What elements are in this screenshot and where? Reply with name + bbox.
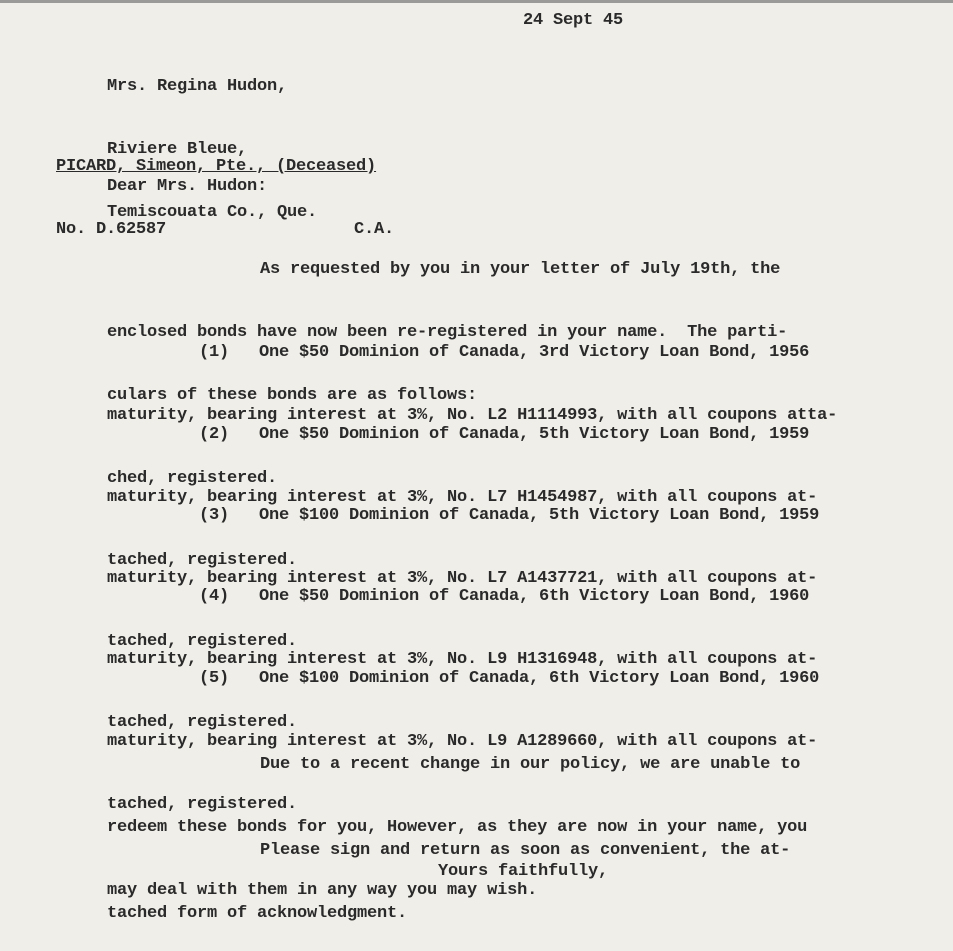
page-top-edge xyxy=(0,0,953,3)
paragraph-line: Due to a recent change in our policy, we are unable to xyxy=(260,755,801,774)
paragraph-line: Please sign and return as soon as convenient, the at- xyxy=(260,841,791,860)
paragraph-line: tached form of acknowledgment. xyxy=(107,904,408,923)
paragraph-line: maturity, bearing interest at 3%, No. L2 H1114993, with all coupons atta- xyxy=(107,406,838,425)
paragraph-line: tached, registered. xyxy=(107,795,298,814)
paragraph-line: tached, registered. xyxy=(107,713,298,732)
paragraph-line: redeem these bonds for you, However, as they are now in your name, you xyxy=(107,818,808,837)
paragraph-line: As requested by you in your letter of July 19th, the xyxy=(260,260,781,279)
paragraph-line: maturity, bearing interest at 3%, No. L9 H1316948, with all coupons at- xyxy=(107,650,818,669)
paragraph-line: (4) One $50 Dominion of Canada, 6th Victory Loan Bond, 1960 xyxy=(199,587,810,606)
paragraph-line: tached, registered. xyxy=(107,632,298,651)
paragraph-line: (1) One $50 Dominion of Canada, 3rd Victory Loan Bond, 1956 xyxy=(199,343,810,362)
paragraph-line: enclosed bonds have now been re-registered in your name. The parti- xyxy=(107,323,788,342)
paragraph-line: maturity, bearing interest at 3%, No. L9 A1289660, with all coupons at- xyxy=(107,732,818,751)
address-line: Riviere Bleue, xyxy=(107,140,248,159)
paragraph-line: tached, registered. xyxy=(107,551,298,570)
paragraph-line: ched, registered. xyxy=(107,469,278,488)
reference-unit: C.A. xyxy=(354,220,395,239)
paragraph-line: may deal with them in any way you may wish. xyxy=(107,881,538,900)
paragraph-line: maturity, bearing interest at 3%, No. L7 H1454987, with all coupons at- xyxy=(107,488,818,507)
reference-number: No. D.62587 xyxy=(56,220,167,239)
closing: Yours faithfully, xyxy=(438,862,609,881)
address-line: Mrs. Regina Hudon, xyxy=(107,77,288,96)
reference-name: PICARD, Simeon, Pte., (Deceased) xyxy=(56,157,377,176)
letter-date: 24 Sept 45 xyxy=(523,11,624,30)
paragraph-line: maturity, bearing interest at 3%, No. L7 A1437721, with all coupons at- xyxy=(107,569,818,588)
paragraph-line: (5) One $100 Dominion of Canada, 6th Victory Loan Bond, 1960 xyxy=(199,669,820,688)
paragraph-line: (2) One $50 Dominion of Canada, 5th Victory Loan Bond, 1959 xyxy=(199,425,810,444)
salutation: Dear Mrs. Hudon: xyxy=(107,177,268,196)
paragraph-line: culars of these bonds are as follows: xyxy=(107,386,478,405)
address-line: Temiscouata Co., Que. xyxy=(107,203,318,222)
paragraph-line: (3) One $100 Dominion of Canada, 5th Victory Loan Bond, 1959 xyxy=(199,506,820,525)
